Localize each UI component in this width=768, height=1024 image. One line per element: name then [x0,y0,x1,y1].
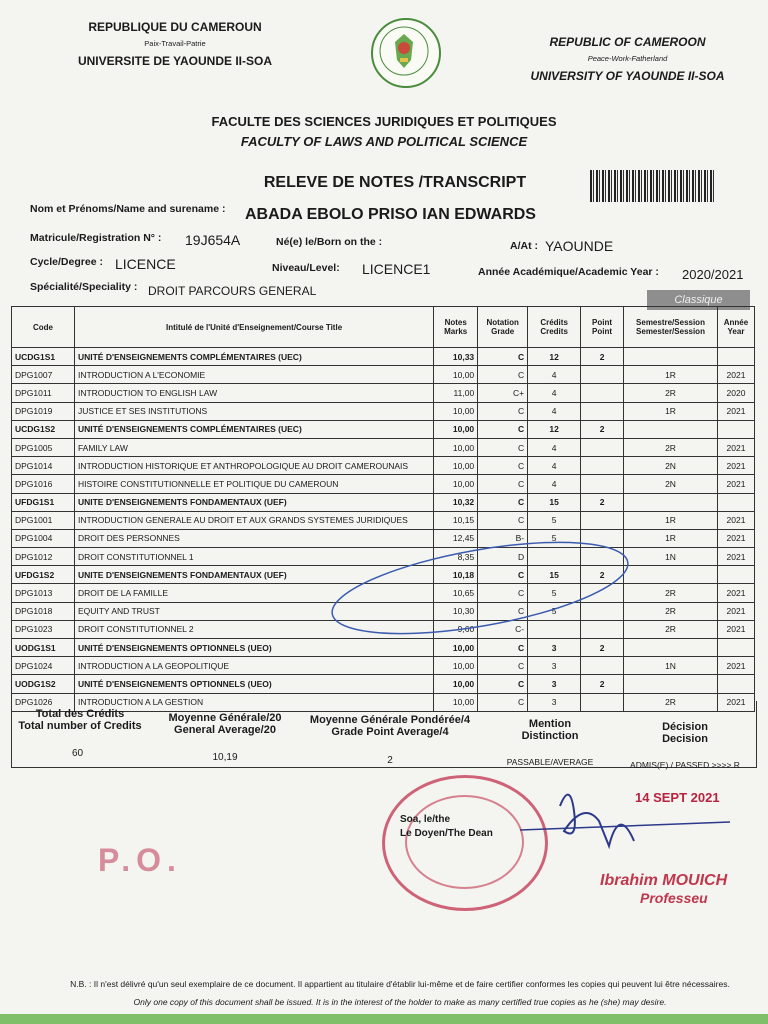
cell-code: DPG1005 [12,438,75,456]
cell-title: DROIT DE LA FAMILLE [74,584,433,602]
col-grade: Notation Grade [478,307,528,348]
cell-title: INTRODUCTION A L'ECONOMIE [74,366,433,384]
reg-number: 19J654A [185,232,241,248]
year-label: Année Académique/Academic Year : [478,266,659,278]
cell-point: 2 [581,566,624,584]
cell-session: 1R [624,511,718,529]
cell-grade: C [478,457,528,475]
cell-code: DPG1001 [12,511,75,529]
cell-grade: C- [478,620,528,638]
cell-grade: D [478,548,528,566]
cell-title: DROIT CONSTITUTIONNEL 1 [74,548,433,566]
cell-code: DPG1023 [12,620,75,638]
cell-credits: 4 [528,457,581,475]
cell-code: DPG1014 [12,457,75,475]
cell-credits: 3 [528,657,581,675]
level: LICENCE1 [362,261,431,277]
cell-title: UNITÉ D'ENSEIGNEMENTS COMPLÉMENTAIRES (UEC) [74,420,433,438]
signature-date: 14 SEPT 2021 [635,790,720,805]
cell-year: 2021 [717,657,754,675]
country-en: REPUBLIC OF CAMEROON [549,35,706,49]
cell-session: 1R [624,529,718,547]
footer-en: Only one copy of this document shall be issued. It is in the interest of the holder to make as many certified true copies as he (she) may desire. [133,997,667,1007]
pen-circle [326,525,635,652]
cell-title: FAMILY LAW [74,438,433,456]
cell-code: DPG1016 [12,475,75,493]
cell-title: UNITÉ D'ENSEIGNEMENTS OPTIONNELS (UEO) [74,639,433,657]
cell-grade: C [478,566,528,584]
dean-title: Professeu [640,890,708,906]
cell-session: 2R [624,602,718,620]
cell-mark: 10,33 [434,348,478,366]
total-credits: 60 [71,748,84,759]
cell-credits: 12 [528,420,581,438]
cell-credits: 3 [528,675,581,693]
cell-mark: 9,60 [434,620,478,638]
cell-mark: 11,00 [434,384,478,402]
cell-code: UFDG1S1 [12,493,75,511]
cell-code: UODG1S2 [12,675,75,693]
academic-year: 2020/2021 [682,267,744,282]
cell-credits: 3 [528,639,581,657]
cell-credits: 12 [528,348,581,366]
at-label: A/At : [510,240,538,252]
spec-label: Spécialité/Speciality : [30,281,138,293]
cell-credits: 4 [528,475,581,493]
cell-grade: C [478,438,528,456]
col-title: Intitulé de l'Unité d'Enseignement/Course Title [74,307,433,348]
cell-grade: C [478,693,528,711]
cell-title: INTRODUCTION HISTORIQUE ET ANTHROPOLOGIQUE AU DROIT CAMEROUNAIS [74,457,433,475]
cycle-label: Cycle/Degree : [30,256,103,268]
cell-session: 2N [624,457,718,475]
cell-credits: 5 [528,584,581,602]
signature-underline [520,822,730,830]
mention-label: Mention Distinction [521,718,579,742]
cell-title: JUSTICE ET SES INSTITUTIONS [74,402,433,420]
country-fr: REPUBLIQUE DU CAMEROUN [88,20,262,34]
decision-label: Décision Decision [662,721,708,745]
handwritten-signature [560,795,634,846]
col-credits: Crédits Credits [528,307,581,348]
cell-point: 2 [581,348,624,366]
general-average: 10,19 [212,752,238,763]
cell-year: 2021 [717,457,754,475]
cell-grade: B- [478,529,528,547]
gpa-label: Moyenne Générale Pondérée/4 Grade Point Average/4 [309,714,471,738]
mention-value: PASSABLE/AVERAGE [506,757,594,767]
cell-session: 1R [624,402,718,420]
cell-title: HISTOIRE CONSTITUTIONNELLE ET POLITIQUE DU CAMEROUN [74,475,433,493]
col-code: Code [12,307,75,348]
cell-year: 2021 [717,693,754,711]
cell-code: DPG1007 [12,366,75,384]
cell-year: 2021 [717,602,754,620]
cell-code: DPG1013 [12,584,75,602]
cell-credits: 4 [528,366,581,384]
cell-credits: 5 [528,529,581,547]
cell-session: 1R [624,366,718,384]
cell-session: 2N [624,475,718,493]
cell-session: 1N [624,657,718,675]
motto-en: Peace-Work-Fatherland [587,54,668,63]
signature-place: Soa, le/the [400,814,451,825]
cell-code: DPG1012 [12,548,75,566]
cell-year: 2021 [717,548,754,566]
cell-session: 2R [624,384,718,402]
cell-grade: C [478,493,528,511]
cell-mark: 10,00 [434,657,478,675]
footer-note [40,975,760,1011]
cell-grade: C [478,639,528,657]
col-point: Point Point [581,307,624,348]
cell-grade: C [478,475,528,493]
gpa-value: 2 [387,755,393,766]
cell-mark: 8,35 [434,548,478,566]
po-stamp: P.O. [98,842,182,878]
cell-mark: 10,00 [434,366,478,384]
cell-session: 1N [624,548,718,566]
cell-credits: 5 [528,602,581,620]
cell-mark: 10,00 [434,675,478,693]
level-label: Niveau/Level: [272,262,340,274]
credits-label: Total des Crédits Total number of Credits [18,708,142,732]
cell-title: EQUITY AND TRUST [74,602,433,620]
cell-credits: 4 [528,402,581,420]
university-fr: UNIVERSITE DE YAOUNDE II-SOA [77,54,273,68]
cell-title: INTRODUCTION TO ENGLISH LAW [74,384,433,402]
student-name: ABADA EBOLO PRISO IAN EDWARDS [245,206,536,223]
cell-point: 2 [581,675,624,693]
cycle: LICENCE [115,256,176,272]
cell-point: 2 [581,493,624,511]
motto-fr: Paix-Travail-Patrie [144,39,206,48]
cell-mark: 10,15 [434,511,478,529]
faculty-fr: FACULTE DES SCIENCES JURIDIQUES ET POLITIQUES [211,114,557,129]
cell-session: 2R [624,693,718,711]
cell-year: 2021 [717,584,754,602]
cell-code: DPG1024 [12,657,75,675]
cell-mark: 10,00 [434,693,478,711]
cell-mark: 10,00 [434,438,478,456]
cell-code: DPG1026 [12,693,75,711]
cell-mark: 10,00 [434,639,478,657]
name-label: Nom et Prénoms/Name and surename : [30,203,226,215]
bottom-green-band [0,1014,768,1024]
cell-session: 2R [624,620,718,638]
cell-grade: C [478,584,528,602]
cell-credits: 15 [528,566,581,584]
cell-year: 2021 [717,366,754,384]
cell-title: INTRODUCTION A LA GEOPOLITIQUE [74,657,433,675]
cell-title: DROIT DES PERSONNES [74,529,433,547]
footer-fr: N.B. : Il n'est délivré qu'un seul exemplaire de ce document. Il appartient au titulaire d'établir lui-même et de faire certifier conformes les copies qui peuvent lui être nécessaires. [70,979,730,989]
cell-code: DPG1018 [12,602,75,620]
cell-credits: 4 [528,384,581,402]
cell-mark: 10,00 [434,457,478,475]
cell-title: UNITE D'ENSEIGNEMENTS FONDAMENTAUX (UEF) [74,566,433,584]
speciality: DROIT PARCOURS GENERAL [148,284,317,298]
document-title: RELEVE DE NOTES /TRANSCRIPT [263,174,527,191]
col-session: Semestre/Session Semester/Session [624,307,718,348]
cell-mark: 10,18 [434,566,478,584]
cell-year: 2021 [717,475,754,493]
col-year: Année Year [717,307,754,348]
cell-title: INTRODUCTION A LA GESTION [74,693,433,711]
cell-title: UNITÉ D'ENSEIGNEMENTS OPTIONNELS (UEO) [74,675,433,693]
born-label: Né(e) le/Born on the : [276,236,383,248]
cell-grade: C [478,420,528,438]
cell-grade: C+ [478,384,528,402]
cell-year: 2021 [717,529,754,547]
cell-title: UNITÉ D'ENSEIGNEMENTS COMPLÉMENTAIRES (UEC) [74,348,433,366]
cell-code: UCDG1S1 [12,348,75,366]
decision-value: ADMIS(E) / PASSED >>>> R [630,760,740,770]
cell-mark: 10,00 [434,475,478,493]
cell-grade: C [478,402,528,420]
col-marks: Notes Marks [434,307,478,348]
cell-grade: C [478,675,528,693]
cell-session: 2R [624,438,718,456]
cell-code: DPG1004 [12,529,75,547]
cell-grade: C [478,366,528,384]
cell-credits: 3 [528,693,581,711]
cell-mark: 10,30 [434,602,478,620]
birthplace: YAOUNDE [545,238,614,254]
cell-year: 2021 [717,620,754,638]
cell-code: DPG1011 [12,384,75,402]
average-label: Moyenne Générale/20 General Average/20 [168,712,282,736]
cell-mark: 10,65 [434,584,478,602]
reg-label: Matricule/Registration N° : [30,232,162,244]
cell-code: UCDG1S2 [12,420,75,438]
dean-name: Ibrahim MOUICH [600,872,728,889]
cell-grade: C [478,511,528,529]
cell-year: 2020 [717,384,754,402]
cell-point: 2 [581,420,624,438]
cell-mark: 12,45 [434,529,478,547]
cell-mark: 10,00 [434,420,478,438]
cell-credits: 4 [528,438,581,456]
cell-year: 2021 [717,402,754,420]
cell-session: 2R [624,584,718,602]
cell-point: 2 [581,639,624,657]
cell-grade: C [478,602,528,620]
cell-credits: 15 [528,493,581,511]
cell-code: UODG1S1 [12,639,75,657]
cell-title: UNITE D'ENSEIGNEMENTS FONDAMENTAUX (UEF) [74,493,433,511]
university-en: UNIVERSITY OF YAOUNDE II-SOA [530,69,725,83]
cell-grade: C [478,657,528,675]
cell-grade: C [478,348,528,366]
signature-role: Le Doyen/The Dean [400,828,493,839]
cell-code: DPG1019 [12,402,75,420]
cell-code: UFDG1S2 [12,566,75,584]
faculty-en: FACULTY OF LAWS AND POLITICAL SCIENCE [240,134,528,149]
cell-mark: 10,00 [434,402,478,420]
cell-year: 2021 [717,438,754,456]
cell-credits: 5 [528,511,581,529]
cell-title: INTRODUCTION GENERALE AU DROIT ET AUX GRANDS SYSTEMES JURIDIQUES [74,511,433,529]
cell-mark: 10,32 [434,493,478,511]
track-badge: Classique [647,290,750,310]
cell-title: DROIT CONSTITUTIONNEL 2 [74,620,433,638]
cell-year: 2021 [717,511,754,529]
